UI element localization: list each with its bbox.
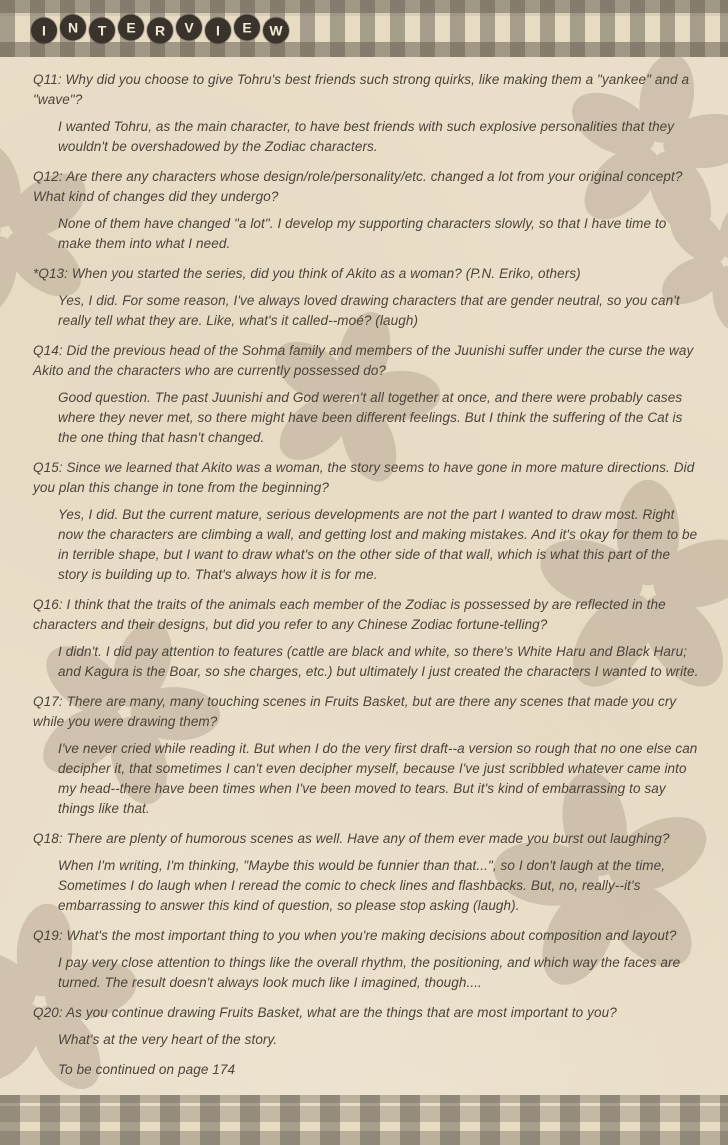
title-letter: E: [118, 15, 144, 41]
title-letter: I: [31, 18, 57, 44]
answer-text: Good question. The past Juunishi and God weren't all together at once, and there were probably cases where they never met, so there might have been different feelings. But I think the suffering of the Cat is the one thing that hasn't changed.: [58, 390, 683, 445]
question-text: Q17: There are many, many touching scenes in Fruits Basket, but are there any scenes that made you cry while you were drawing them?: [33, 694, 677, 729]
footer-band: [0, 1095, 728, 1145]
answer-text: I wanted Tohru, as the main character, to have best friends with such explosive personalities that they wouldn't be overshadowed by the Zodiac characters.: [58, 119, 675, 154]
answer-text: I didn't. I did pay attention to features (cattle are black and white, so there's White Haru and Black Haru; and Kagura is the Boar, so she charges, etc.) but ultimately I just created the characters I wanted to write.: [58, 644, 699, 679]
title-letter: T: [89, 18, 115, 44]
question-text: Q19: What's the most important thing to you when you're making decisions about composition and layout?: [33, 928, 677, 943]
title-letter: V: [176, 15, 202, 41]
question-text: Q14: Did the previous head of the Sohma family and members of the Juunishi suffer under the curse the way Akito and the characters who are currently possessed do?: [33, 343, 694, 378]
header-band: [0, 0, 728, 57]
title-letter: R: [147, 18, 173, 44]
qa-list: [33, 70, 701, 1050]
footer-note: To be continued on page 174: [58, 1062, 236, 1077]
question-text: Q16: I think that the traits of the animals each member of the Zodiac is possessed by are reflected in the characters and their designs, but did you refer to any Chinese Zodiac fortune-telling?: [33, 597, 666, 632]
title-letter: W: [263, 18, 289, 44]
answer-text: Yes, I did. For some reason, I've always loved drawing characters that are gender neutral, so you can't really tell what they are. Like, what's it called--moé? (laugh): [58, 293, 680, 328]
question-text: Q12: Are there any characters whose design/role/personality/etc. changed a lot from your original concept? What kind of changes did they undergo?: [33, 169, 683, 204]
answer-text: What's at the very heart of the story.: [58, 1032, 278, 1047]
title-letter: E: [234, 15, 260, 41]
question-text: Q18: There are plenty of humorous scenes as well. Have any of them ever made you burst out laughing?: [33, 831, 670, 846]
answer-text: Yes, I did. But the current mature, serious developments are not the part I wanted to draw most. Right now the characters are climbing a wall, and getting lost and making mistakes. And it's okay for them to be in terrible shape, but I want to draw what's on the other side of that wall, which is what this part of the story is building up to. That's always how it is for me.: [58, 507, 698, 582]
interview-content: [0, 57, 728, 1095]
question-text: *Q13: When you started the series, did you think of Akito as a woman? (P.N. Eriko, others): [33, 266, 581, 281]
title-letter: N: [60, 15, 86, 41]
page-title: [31, 16, 289, 42]
answer-text: I've never cried while reading it. But when I do the very first draft--a version so rough that no one else can decipher it, that sometimes I can't even decipher myself, because I've just scribbled whatever came into my head--there have been times when I've been moved to tears. But it's kind of embarrassing to say things like that.: [58, 741, 698, 816]
answer-text: None of them have changed "a lot". I develop my supporting characters slowly, so that I have time to make them into what I need.: [58, 216, 667, 251]
question-text: Q20: As you continue drawing Fruits Basket, what are the things that are most important to you?: [33, 1005, 617, 1020]
title-letter: I: [205, 18, 231, 44]
answer-text: When I'm writing, I'm thinking, "Maybe this would be funnier than that...", so I don't laugh at the time, Sometimes I do laugh when I reread the comic to check lines and flashbacks. But, no, really--it's embarrassing to answer this kind of question, so please stop asking (laugh).: [58, 858, 666, 913]
answer-text: I pay very close attention to things like the overall rhythm, the positioning, and which way the faces are turned. The result doesn't always look much like I imagined, though....: [58, 955, 681, 990]
question-text: Q11: Why did you choose to give Tohru's best friends such strong quirks, like making them a "yankee" and a "wave"?: [33, 72, 690, 107]
question-text: Q15: Since we learned that Akito was a woman, the story seems to have gone in more mature directions. Did you plan this change in tone from the beginning?: [33, 460, 695, 495]
